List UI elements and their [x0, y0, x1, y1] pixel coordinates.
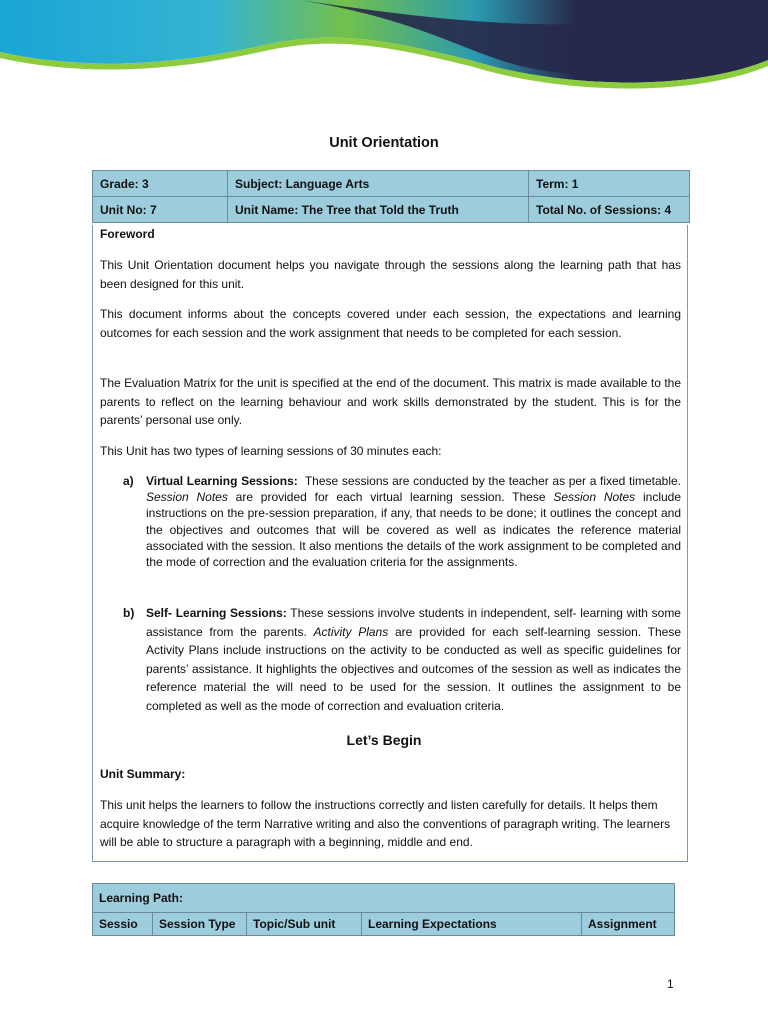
foreword-paragraph-2: This document informs about the concepts covered under each session, the expectations and learning outcomes for each session and the work assignment that needs to be completed for each session. — [100, 307, 681, 340]
foreword-paragraph-4: This Unit has two types of learning sessions of 30 minutes each: — [100, 444, 442, 458]
foreword-paragraph-3: The Evaluation Matrix for the unit is specified at the end of the document. This matrix is made available to the parents to reflect on the learning behaviour and work skills demonstrated by the student. This is for the parents’ personal use only. — [100, 376, 681, 427]
unit-name-cell: Unit Name: The Tree that Told the Truth — [228, 197, 529, 223]
total-sessions-cell: Total No. of Sessions: 4 — [529, 197, 690, 223]
page-title: Unit Orientation — [329, 135, 439, 151]
header-banner — [0, 0, 768, 95]
unit-summary-heading: Unit Summary: — [100, 767, 186, 781]
subject-cell: Subject: Language Arts — [228, 171, 529, 197]
foreword-heading: Foreword — [100, 227, 155, 241]
grade-cell: Grade: 3 — [93, 171, 228, 197]
list-item-text: Self- Learning Sessions: These sessions involve students in independent, self- learning with some assistance from the parents. Activity Plans are provided for each self-learning session. These Activity Plans include instructions on the activity to be conducted as well as specific guidelines for parents’ assistance. It highlights the objectives and outcomes of the session as well as indicates the reference material the will need to be used for the session. It outlines the assignment to be completed as well as the mode of correction and evaluation criteria. — [146, 606, 681, 713]
unit-no-cell: Unit No: 7 — [93, 197, 228, 223]
learning-path-title: Learning Path: — [93, 884, 675, 913]
list-item-text: Virtual Learning Sessions: These sessions are conducted by the teacher as per a fixed timetable. Session Notes are provided for each virtual learning session. These Session Notes include instructions on the pre-session preparation, if any, that needs to be done; it outlines the concept and the objectives and outcomes that will be covered as well as indicates the reference material associated with the session. It also mentions the details of the work assignment to be completed and the mode of correction and the evaluation criteria for the assignments. — [146, 474, 682, 570]
column-header: Topic/Sub unit — [247, 913, 362, 936]
column-header: Session Type — [153, 913, 247, 936]
column-header: Assignment — [582, 913, 675, 936]
foreword-paragraph-1: This Unit Orientation document helps you navigate through the sessions along the learning path that has been designed for this unit. — [100, 258, 681, 291]
list-marker: b) — [123, 606, 135, 620]
list-marker: a) — [123, 474, 134, 488]
column-header: Sessio — [93, 913, 153, 936]
lets-begin-heading: Let’s Begin — [346, 732, 422, 748]
learning-path-table — [92, 883, 675, 936]
term-cell: Term: 1 — [529, 171, 690, 197]
page-number: 1 — [667, 977, 674, 991]
session-label: Virtual Learning Sessions: — [146, 474, 298, 488]
unit-header-table — [92, 170, 690, 223]
unit-summary-text: This unit helps the learners to follow the instructions correctly and listen carefully for details. It helps them acquire knowledge of the term Narrative writing and also the conventions of paragraph writing. The learners will be able to structure a paragraph with a beginning, middle and end. — [100, 798, 671, 849]
column-header: Learning Expectations — [362, 913, 582, 936]
session-label: Self- Learning Sessions: — [146, 606, 287, 620]
